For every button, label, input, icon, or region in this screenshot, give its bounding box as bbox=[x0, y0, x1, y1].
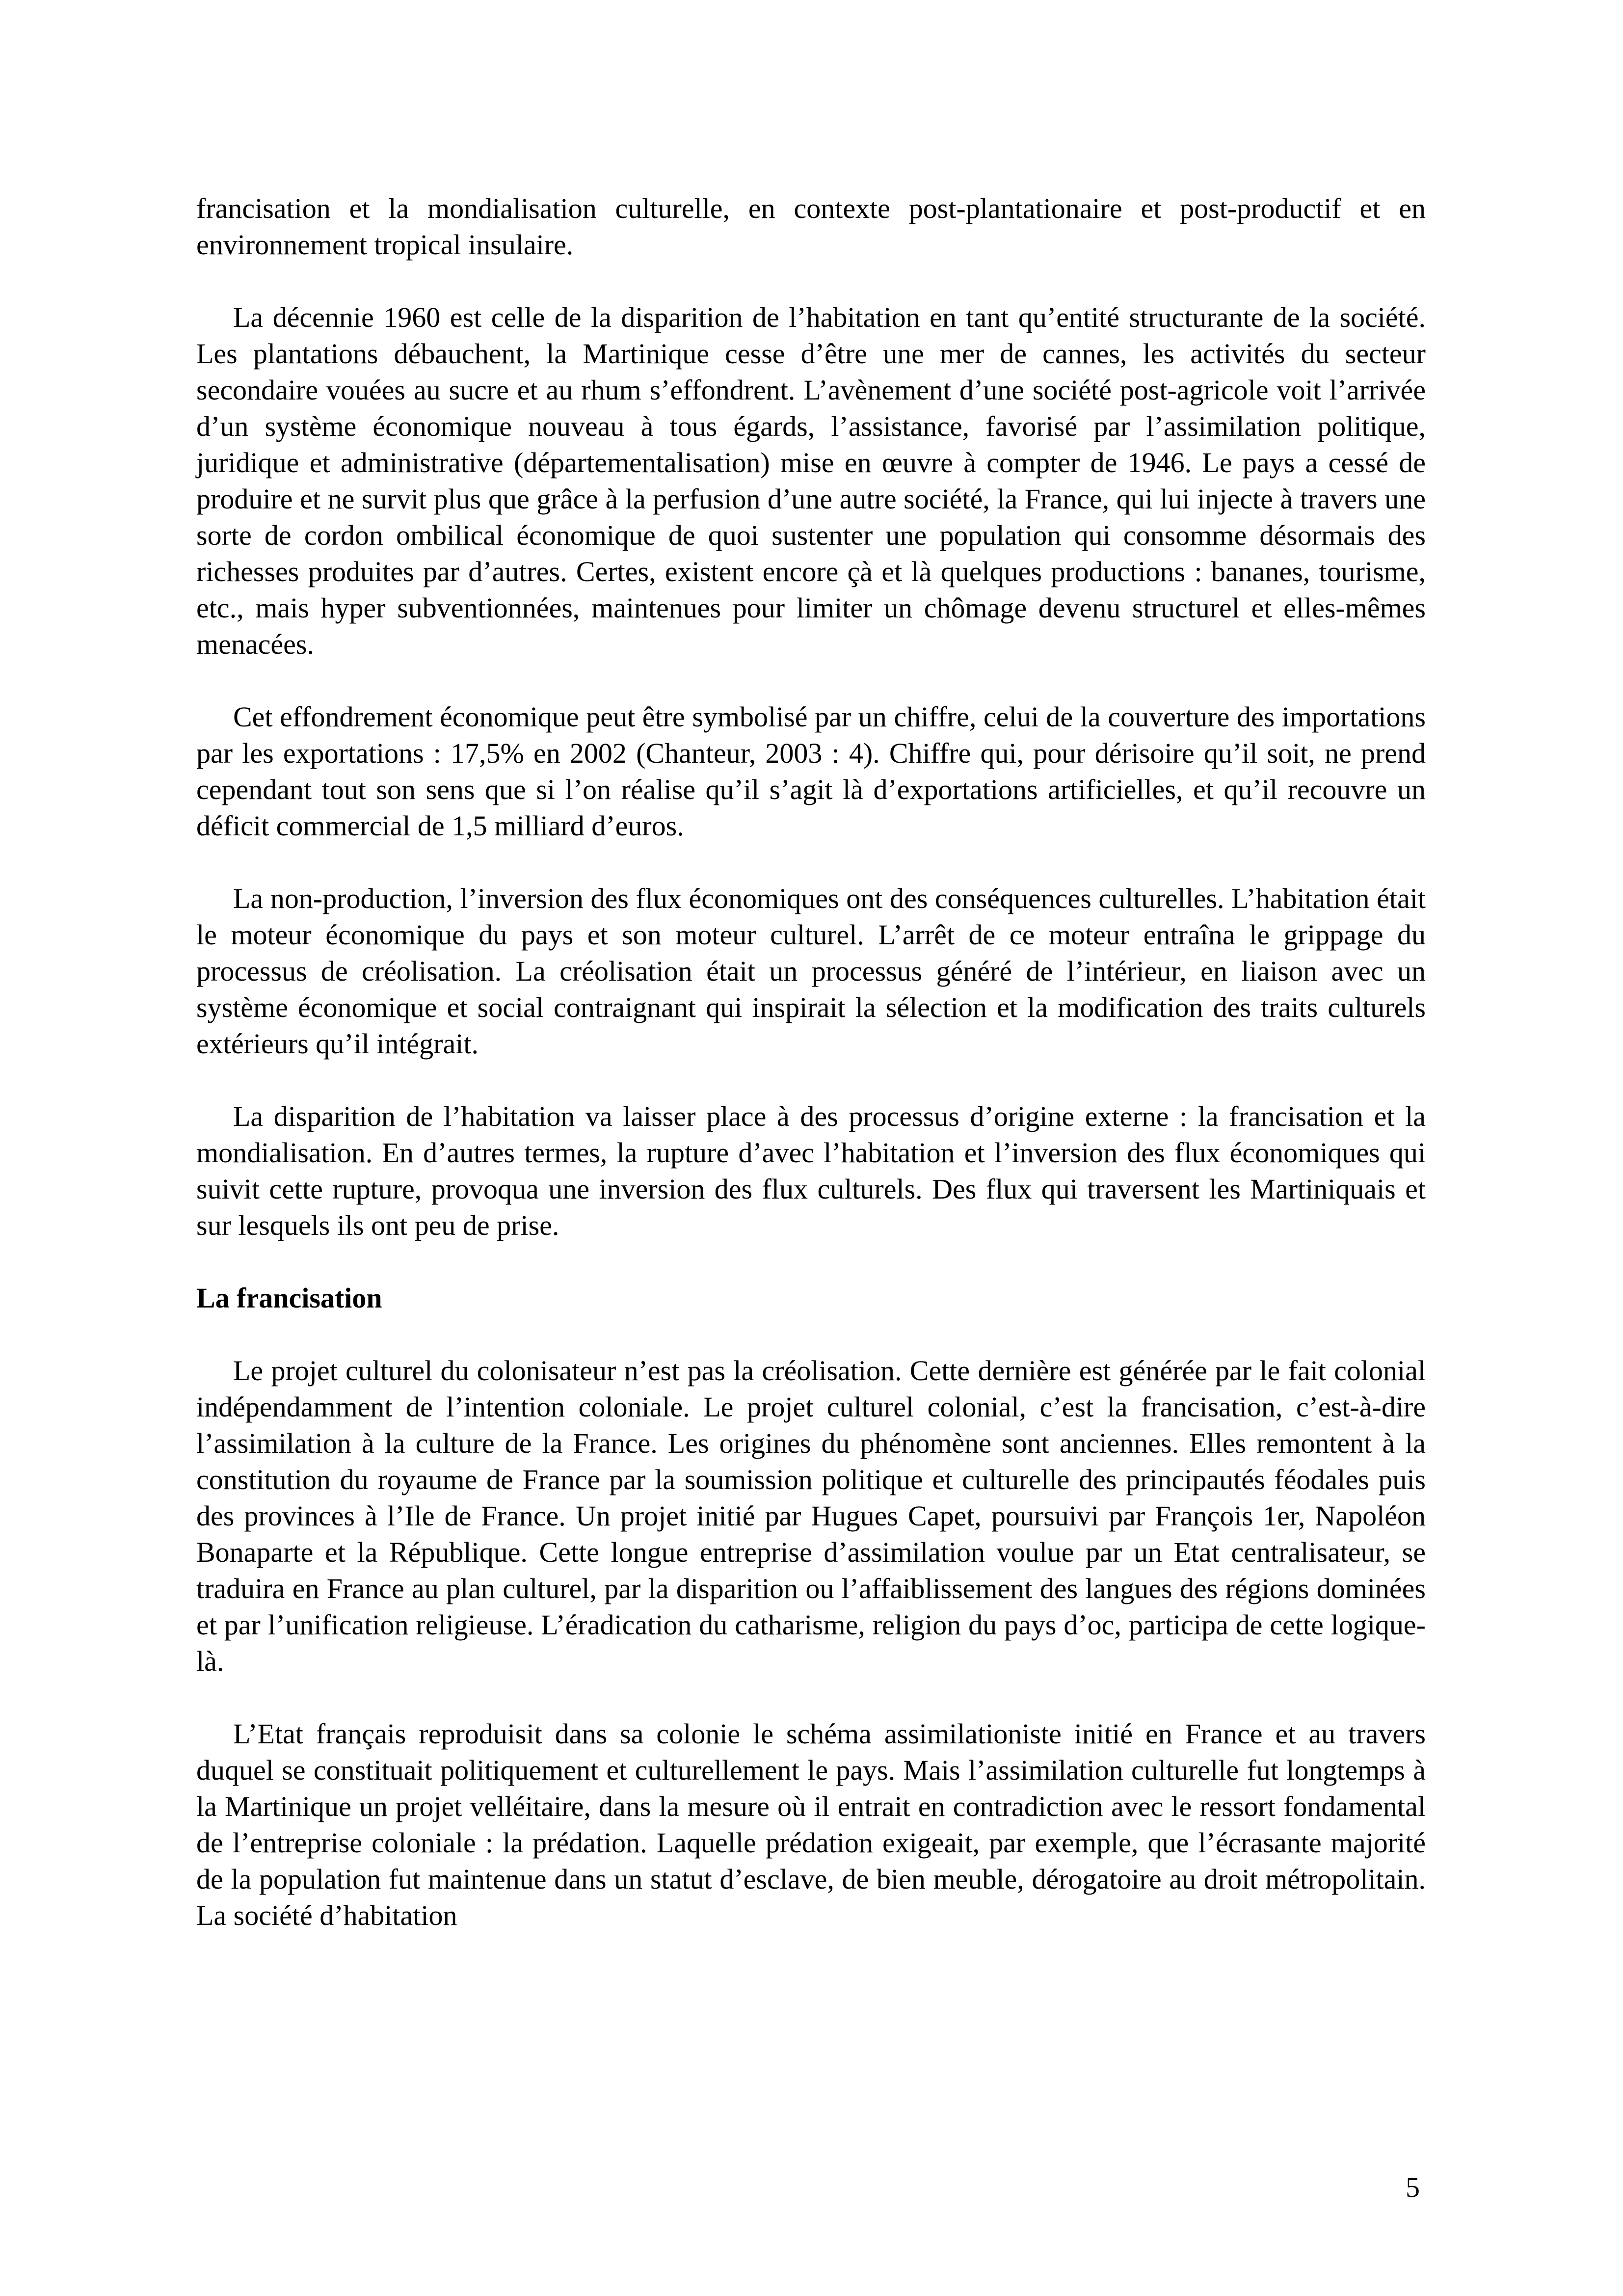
paragraph-3: La non-production, l’inversion des flux économiques ont des conséquences culturelles. L’habitation était le moteur économique du pays et son moteur culturel. L’arrêt de ce moteur entraîna le grippage du processus de créolisation. La créolisation était un processus généré de l’intérieur, en liaison avec un système économique et social contraignant qui inspirait la sélection et la modification des traits culturels extérieurs qu’il intégrait. bbox=[196, 882, 1426, 1060]
section-heading: La francisation bbox=[196, 1282, 382, 1314]
page-body bbox=[196, 190, 1426, 1970]
paragraph-0: francisation et la mondialisation culturelle, en contexte post-plantationaire et post-productif et en environnement tropical insulaire. bbox=[196, 192, 1426, 261]
paragraph-6: L’Etat français reproduisit dans sa colonie le schéma assimilationiste initié en France et au travers duquel se constituait politiquement et culturellement le pays. Mais l’assimilation culturelle fut longtemps à la Martinique un projet velléitaire, dans la mesure où il entrait en contradiction avec le ressort fondamental de l’entreprise coloniale : la prédation. Laquelle prédation exigeait, par exemple, que l’écrasante majorité de la population fut maintenue dans un statut d’esclave, de bien meuble, dérogatoire au droit métropolitain. La société d’habitation bbox=[196, 1718, 1426, 1931]
paragraph-1: La décennie 1960 est celle de la disparition de l’habitation en tant qu’entité structurante de la société. Les plantations débauchent, la Martinique cesse d’être une mer de cannes, les activités du secteur secondaire vouées au sucre et au rhum s’effondrent. L’avènement d’une société post-agricole voit l’arrivée d’un système économique nouveau à tous égards, l’assistance, favorisé par l’assimilation politique, juridique et administrative (départementalisation) mise en œuvre à compter de 1946. Le pays a cessé de produire et ne survit plus que grâce à la perfusion d’une autre société, la France, qui lui injecte à travers une sorte de cordon ombilical économique de quoi sustenter une population qui consomme désormais des richesses produites par d’autres. Certes, existent encore çà et là quelques productions : bananes, tourisme, etc., mais hyper subventionnées, maintenues pour limiter un chômage devenu structurel et elles-mêmes menacées. bbox=[196, 301, 1426, 660]
paragraph-4: La disparition de l’habitation va laisser place à des processus d’origine externe : la francisation et la mondialisation. En d’autres termes, la rupture d’avec l’habitation et l’inversion des flux économiques qui suivit cette rupture, provoqua une inversion des flux culturels. Des flux qui traversent les Martiniquais et sur lesquels ils ont peu de prise. bbox=[196, 1100, 1426, 1241]
paragraph-5: Le projet culturel du colonisateur n’est pas la créolisation. Cette dernière est générée par le fait colonial indépendamment de l’intention coloniale. Le projet culturel colonial, c’est la francisation, c’est-à-dire l’assimilation à la culture de la France. Les origines du phénomène sont anciennes. Elles remontent à la constitution du royaume de France par la soumission politique et culturelle des principautés féodales puis des provinces à l’Ile de France. Un projet initié par Hugues Capet, poursuivi par François 1er, Napoléon Bonaparte et la République. Cette longue entreprise d’assimilation voulue par un Etat centralisateur, se traduira en France au plan culturel, par la disparition ou l’affaiblissement des langues des régions dominées et par l’unification religieuse. L’éradication du catharisme, religion du pays d’oc, participa de cette logique-là. bbox=[196, 1355, 1426, 1677]
paragraph-2: Cet effondrement économique peut être symbolisé par un chiffre, celui de la couverture des importations par les exportations : 17,5% en 2002 (Chanteur, 2003 : 4). Chiffre qui, pour dérisoire qu’il soit, ne prend cependant tout son sens que si l’on réalise qu’il s’agit là d’exportations artificielles, et qu’il recouvre un déficit commercial de 1,5 milliard d’euros. bbox=[196, 701, 1426, 842]
page-number: 5 bbox=[1406, 2171, 1420, 2203]
